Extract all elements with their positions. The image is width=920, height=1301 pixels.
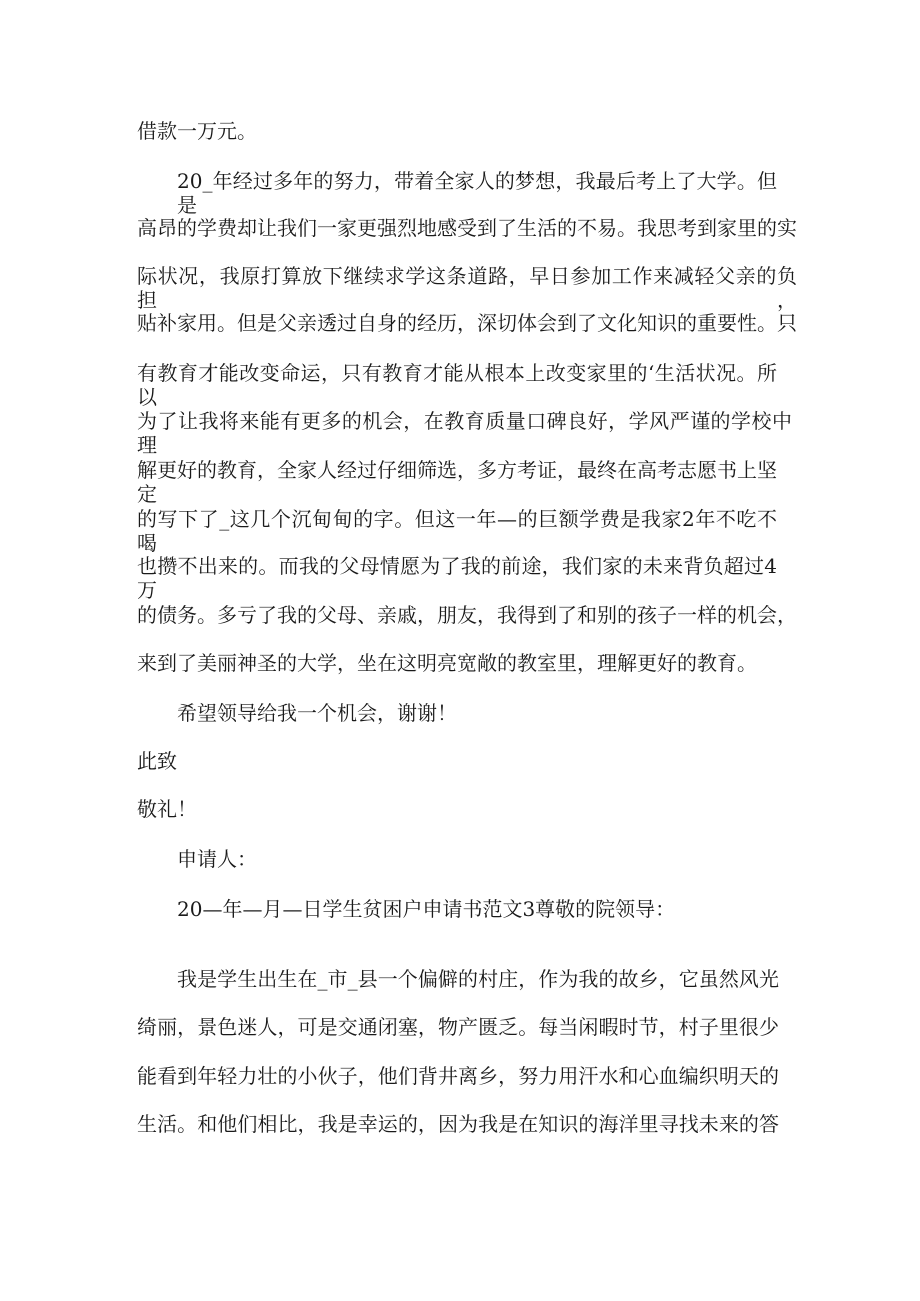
text-line: 的写下了_这几个沉甸甸的字。但这一年—的巨额学费是我家2年不吃不喝 [137,507,777,555]
text-line: 有教育才能改变命运，只有教育才能从根本上改变家里的‘生活状况。所以 [137,361,777,409]
text-line: 也攒不出来的。而我的父母情愿为了我的前途，我们家的未来背负超过4万 [137,554,777,602]
section-heading: 20—年—月—日学生贫困户申请书范文3尊敬的院领导： [177,897,676,921]
paragraph-first-line: 20_年经过多年的努力，带着全家人的梦想，我最后考上了大学。但是 [177,169,777,217]
text-line: 来到了美丽神圣的大学，坐在这明亮宽敞的教室里，理解更好的教育。 [137,651,757,675]
paragraph-first-line: 我是学生出生在_市_县一个偏僻的村庄，作为我的故乡，它虽然风光 [177,967,779,991]
text-line: 绮丽，景色迷人，可是交通闭塞，物产匮乏。每当闲暇时节，村子里很少 [137,1015,779,1039]
text-line: 生活。和他们相比，我是幸运的，因为我是在知识的海洋里寻找未来的答 [137,1112,779,1136]
text-line: 际状况，我原打算放下继续求学这条道路，早日参加工作来减轻父亲的负担， [137,264,797,312]
text-line: 的债务。多亏了我的父母、亲戚，朋友，我得到了和别的孩子一样的机会， [137,603,797,627]
paragraph-first-line: 希望领导给我一个机会，谢谢！ [177,701,457,725]
text-line: 高昂的学费却让我们一家更强烈地感受到了生活的不易。我思考到家里的实 [137,216,797,240]
closing-salutation: 敬礼！ [137,797,197,821]
text-line: 能看到年轻力壮的小伙子，他们背井离乡，努力用汗水和心血编织明天的 [137,1064,779,1088]
applicant-label: 申请人： [177,847,257,871]
text-line: 解更好的教育，全家人经过仔细筛选，多方考证，最终在高考志愿书上坚定 [137,458,777,506]
closing-salutation: 此致 [137,749,177,773]
text-line: 贴补家用。但是父亲透过自身的经历，深切体会到了文化知识的重要性。只 [137,311,797,335]
text-line: 为了让我将来能有更多的机会，在教育质量口碑良好，学风严谨的学校中理 [137,409,792,457]
text-line: 借款一万元。 [137,119,257,143]
